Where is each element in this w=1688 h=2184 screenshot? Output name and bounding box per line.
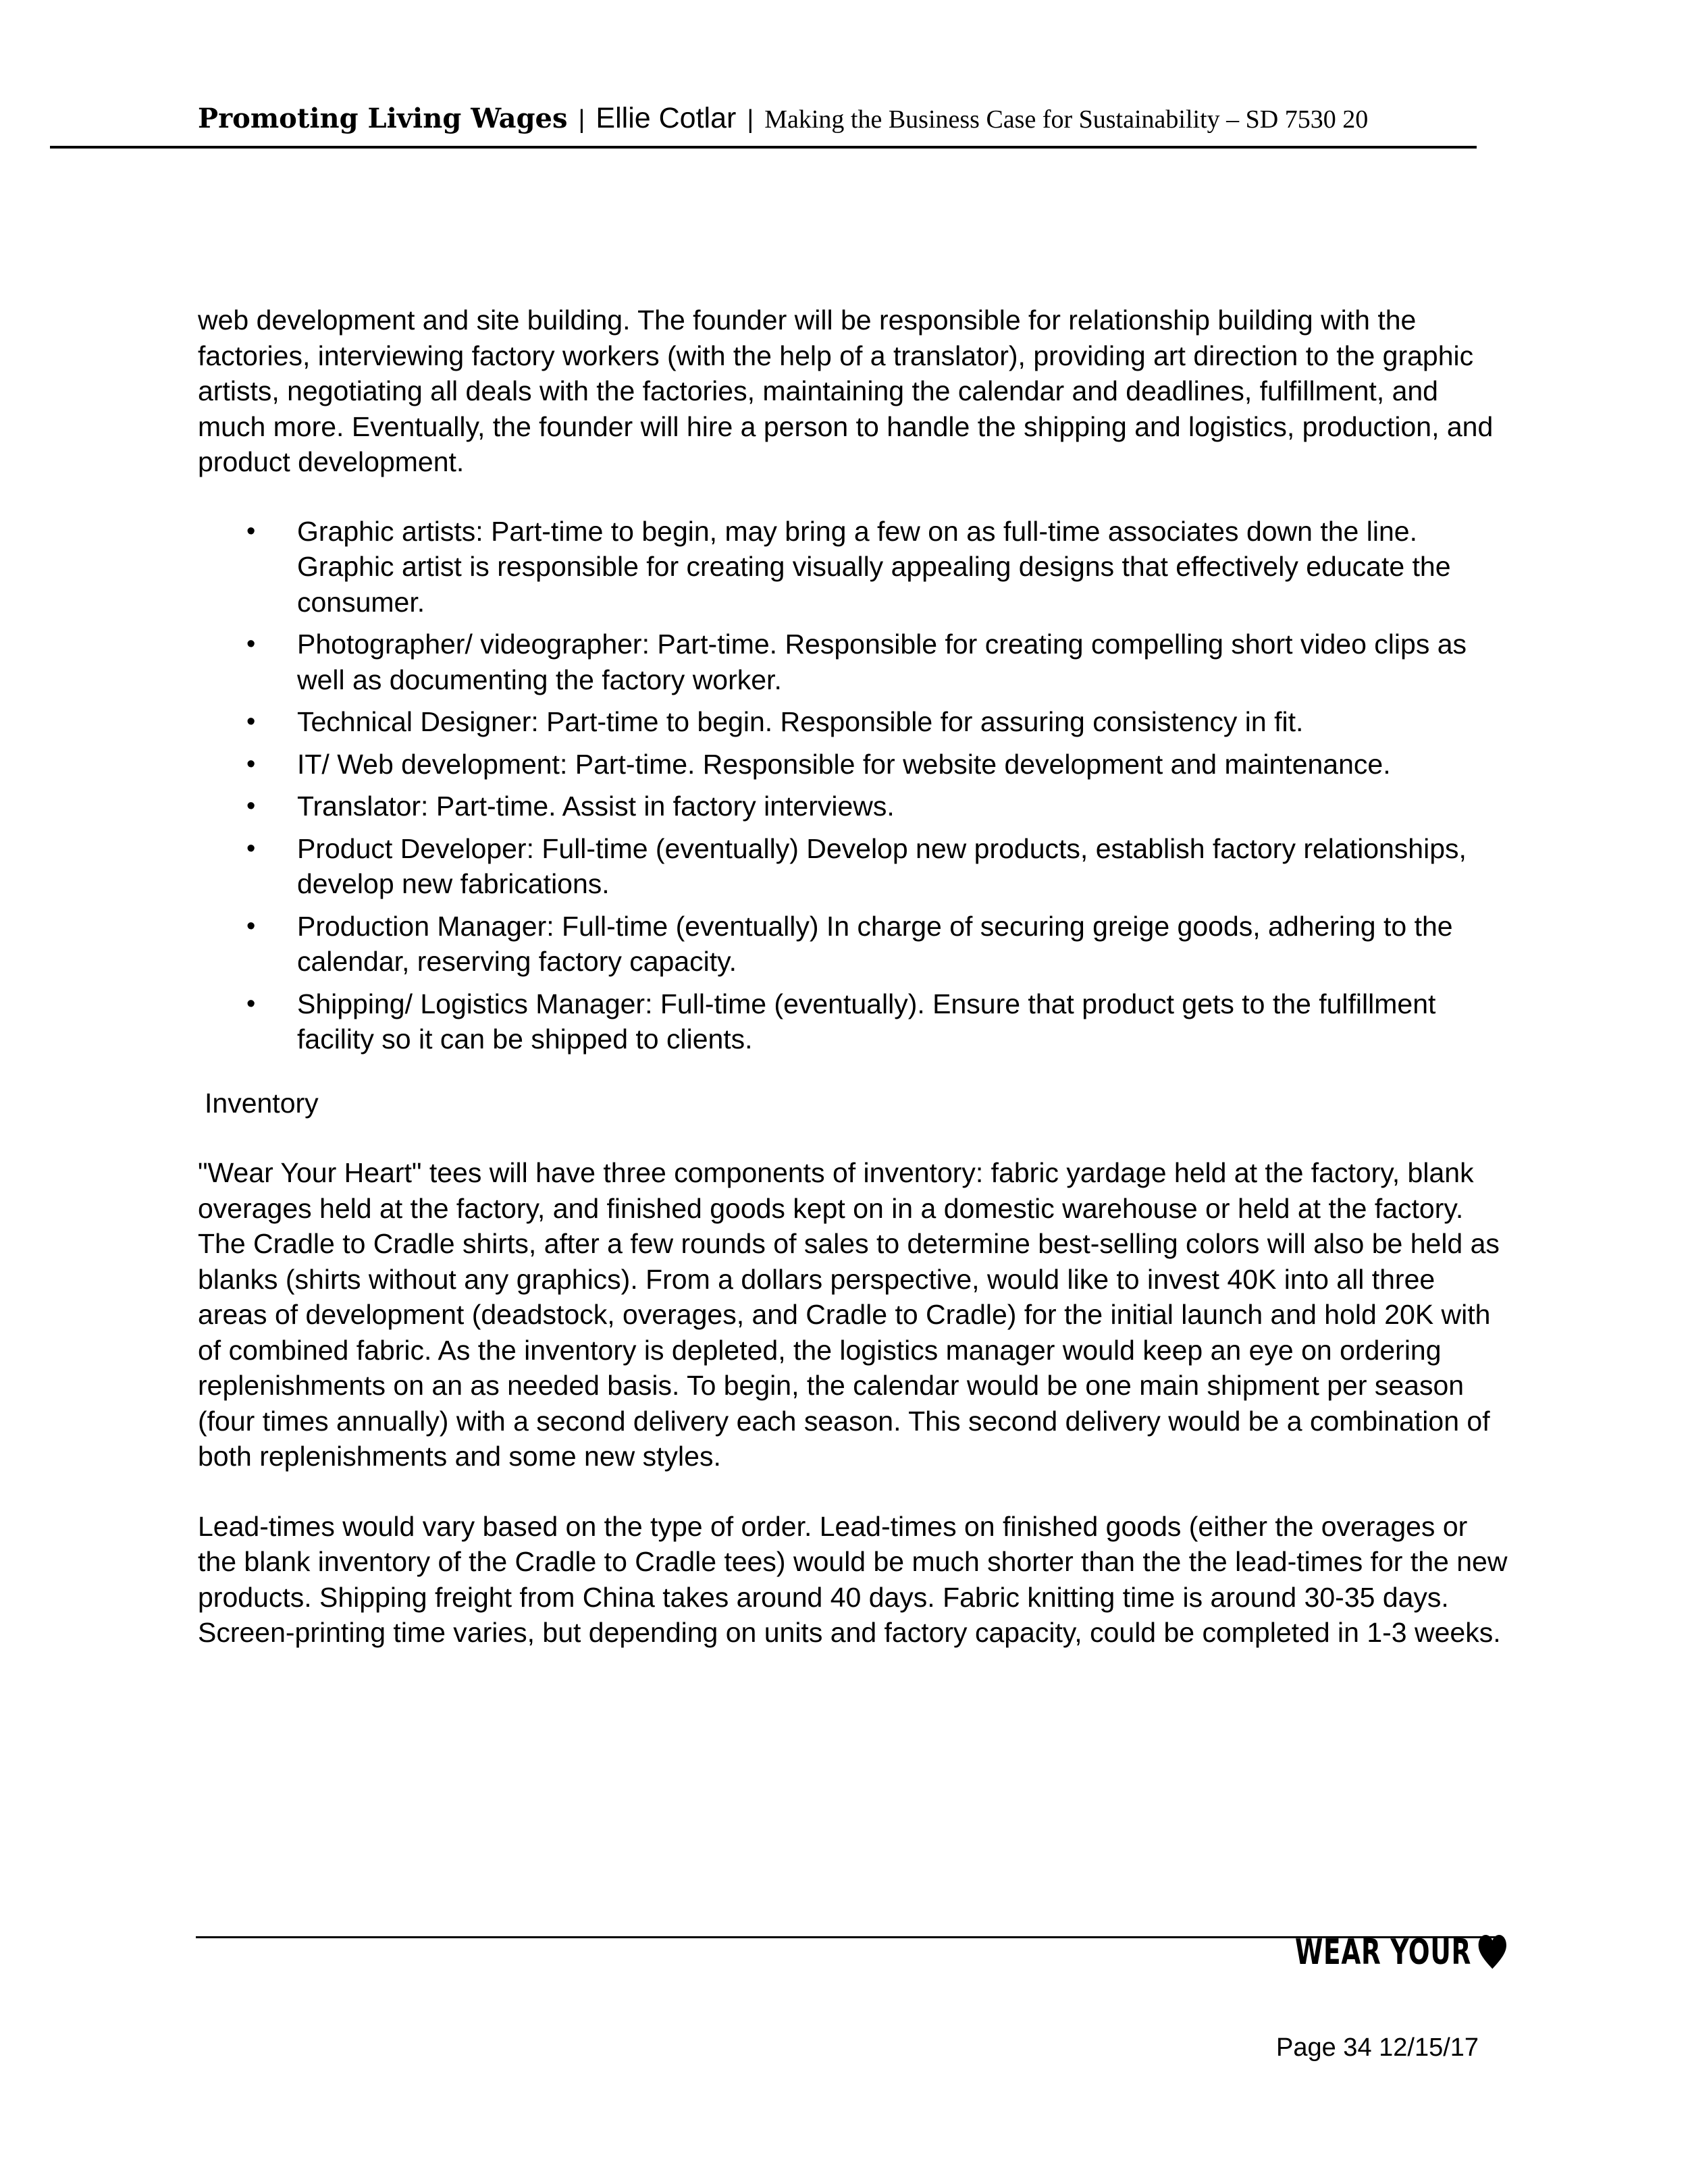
list-item <box>198 704 1508 740</box>
list-item <box>198 789 1508 824</box>
bullet-glyph: • <box>246 749 256 778</box>
list-item-text: Product Developer: Full-time (eventually) Develop new products, establish factory relationships, develop new fabrications. <box>297 832 1467 899</box>
roles-list <box>198 514 1508 1057</box>
bullet-glyph: • <box>246 516 256 545</box>
list-item-text: Translator: Part-time. Assist in factory interviews. <box>297 791 895 822</box>
bullet-glyph: • <box>246 792 256 820</box>
logo-text: WEAR YOUR <box>1295 1932 1472 1973</box>
list-item <box>198 986 1508 1057</box>
leadtime-paragraph: Lead-times would vary based on the type of order. Lead-times on finished goods (either the overages or the blank inventory of the Cradle to Cradle tees) would be much shorter than the the lead-times for the new products. Shipping freight from China takes around 40 days. Fabric knitting time is around 30-35 days. Screen-printing time varies, but depending on units and factory capacity, could be completed in 1-3 weeks. <box>198 1510 1508 1648</box>
bullet-glyph: • <box>246 989 256 1018</box>
list-item <box>198 831 1508 902</box>
running-header <box>198 98 1368 140</box>
bullet-glyph: • <box>246 708 256 736</box>
bullet-glyph: • <box>246 630 256 658</box>
intro-paragraph: web development and site building. The founder will be responsible for relationship building with the factories, interviewing factory workers (with the help of a translator), providing art direction to the graphic artists, negotiating all deals with the factories, maintaining the calendar and deadlines, fulfillment, and much more. Eventually, the founder will hire a person to handle the shipping and logistics, production, and product development. <box>198 304 1494 477</box>
brand-logo <box>1295 1932 1506 1973</box>
header-separator: | <box>578 105 585 134</box>
list-item <box>198 627 1508 697</box>
header-separator: | <box>747 105 754 134</box>
list-item <box>198 747 1508 782</box>
header-divider <box>50 146 1477 149</box>
list-item-text: Technical Designer: Part-time to begin. Responsible for assuring consistency in fit. <box>297 706 1304 737</box>
list-item-text: Graphic artists: Part-time to begin, may bring a few on as full-time associates down the line. Graphic artist is responsible for creating visually appealing designs that effectively educate the consumer. <box>297 515 1451 618</box>
list-item <box>198 514 1508 620</box>
page-body <box>198 302 1508 1651</box>
document-title: Promoting Living Wages <box>198 103 568 134</box>
list-item-text: Photographer/ videographer: Part-time. Responsible for creating compelling short video clips as well as documenting the factory worker. <box>297 629 1467 695</box>
author-name: Ellie Cotlar <box>596 102 737 134</box>
heart-icon <box>1478 1935 1506 1970</box>
list-item-text: IT/ Web development: Part-time. Responsible for website development and maintenance. <box>297 748 1391 780</box>
course-name: Making the Business Case for Sustainability – SD 7530 20 <box>764 105 1369 134</box>
page-number: Page 34 12/15/17 <box>1276 2033 1479 2062</box>
bullet-glyph: • <box>246 834 256 863</box>
list-item <box>198 909 1508 980</box>
section-heading-inventory: Inventory <box>205 1087 319 1119</box>
bullet-glyph: • <box>246 911 256 940</box>
list-item-text: Production Manager: Full-time (eventually) In charge of securing greige goods, adhering to the calendar, reserving factory capacity. <box>297 910 1453 977</box>
list-item-text: Shipping/ Logistics Manager: Full-time (eventually). Ensure that product gets to the fulfillment facility so it can be shipped to clients. <box>297 988 1436 1055</box>
inventory-paragraph: "Wear Your Heart" tees will have three components of inventory: fabric yardage held at the factory, blank overages held at the factory, and finished goods kept on in a domestic warehouse or held at the factory. The Cradle to Cradle shirts, after a few rounds of sales to determine best-selling colors will also be held as blanks (shirts without any graphics). From a dollars perspective, would like to invest 40K into all three areas of development (deadstock, overages, and Cradle to Cradle) for the initial launch and hold 20K with of combined fabric. As the inventory is depleted, the logistics manager would keep an eye on ordering replenishments on an as needed basis. To begin, the calendar would be one main shipment per season (four times annually) with a second delivery each season. This second delivery would be a combination of both replenishments and some new styles. <box>198 1157 1500 1472</box>
